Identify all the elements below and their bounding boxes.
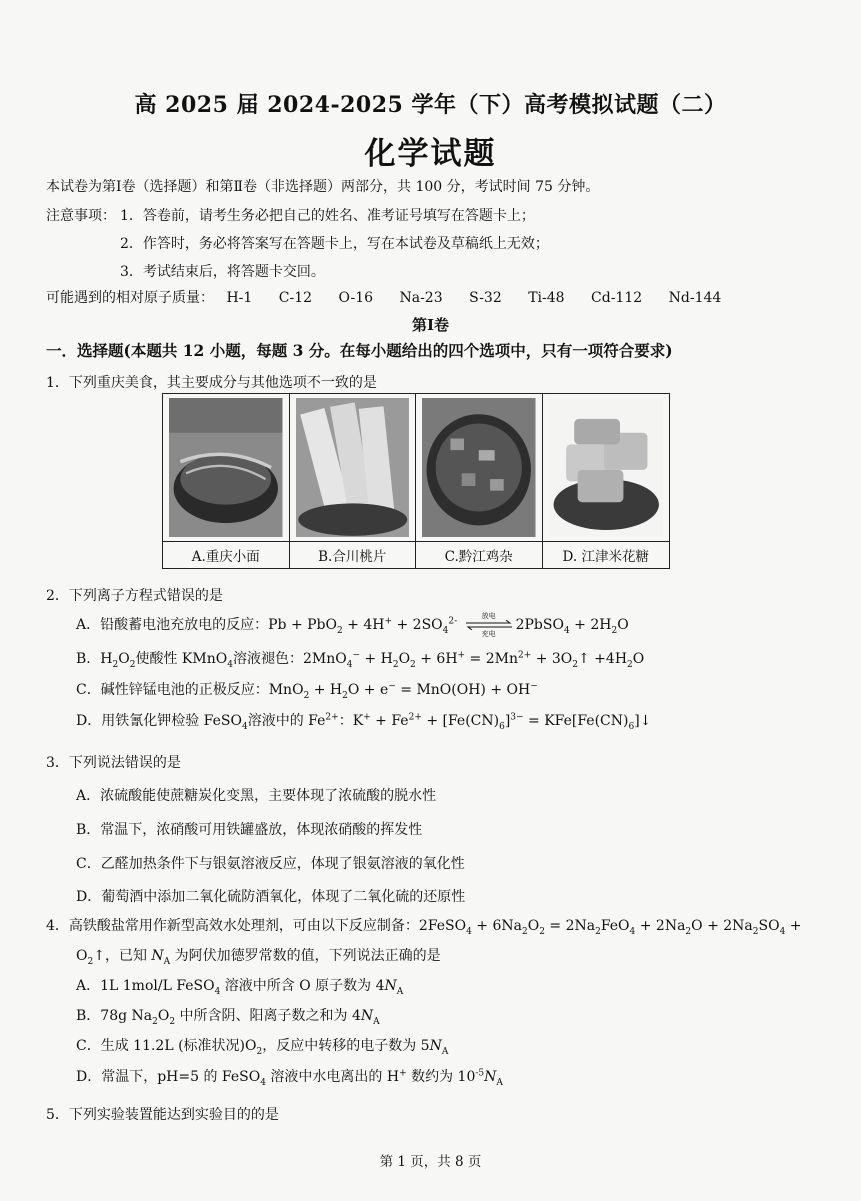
- question-2-option-c: C．碱性锌锰电池的正极反应：$MnO_2 + H_2O + e^- = MnO(OH) + OH^-$: [76, 681, 538, 701]
- page-number: 第 1 页，共 8 页: [379, 1154, 482, 1170]
- atomic-mass-item: Ti-48: [528, 290, 565, 306]
- food-photo-b: [290, 394, 417, 541]
- subject-title: 化学试题: [364, 136, 497, 172]
- question-3-stem: 3．下列说法错误的是: [46, 755, 181, 771]
- question-4-option-c: C．生成 11.2L (标准状况)$O_2$，反应中转移的电子数为 $5N_A$: [76, 1038, 449, 1057]
- food-caption-b: B.合川桃片: [290, 541, 417, 568]
- note-1: 1．答卷前，请考生务必把自己的姓名、准考证号填写在答题卡上；: [120, 208, 535, 224]
- atomic-mass-label: 可能遇到的相对原子质量：: [46, 290, 214, 306]
- question-3-option-d: D．葡萄酒中添加二氧化硫防酒氧化，体现了二氧化硫的还原性: [76, 889, 466, 905]
- food-photo-d: [543, 394, 670, 541]
- note-2: 2．作答时，务必将答案写在答题卡上，写在本试卷及草稿纸上无效；: [120, 236, 549, 252]
- notes-label: 注意事项：: [46, 208, 116, 224]
- question-3-option-b: B．常温下，浓硝酸可用铁罐盛放，体现浓硝酸的挥发性: [76, 822, 423, 838]
- question-3-option-a: A．浓硫酸能使蔗糖炭化变黑，主要体现了浓硫酸的脱水性: [76, 788, 437, 804]
- food-image-table: [162, 393, 670, 569]
- question-4-option-b: B．78g $Na_2O_2$ 中所含阴、阳离子数之和为 $4N_A$: [76, 1008, 380, 1027]
- food-caption-a: A.重庆小面: [163, 541, 290, 568]
- reversible-arrow-icon: 放电 充电: [464, 617, 514, 633]
- food-caption-c: C.黔江鸡杂: [416, 541, 543, 568]
- food-photo-c: [416, 394, 543, 541]
- question-4-stem-line2: $O_2↑$，已知 $N_A$ 为阿伏加德罗常数的值，下列说法正确的是: [76, 948, 441, 967]
- question-2-option-d: D．用铁氰化钾检验 FeSO$_4$溶液中的 $Fe^{2+}$：$K^+ + Fe^{2+} + [Fe(CN)_6]^{3-}$ = $KFe[Fe(CN)_6]↓$: [76, 712, 652, 732]
- atomic-mass-item: S-32: [469, 290, 502, 306]
- question-2-stem: 2．下列离子方程式错误的是: [46, 588, 223, 604]
- food-photo-a: [163, 394, 290, 541]
- atomic-masses: [46, 287, 743, 307]
- section-heading: 一．选择题(本题共 12 小题，每题 3 分。在每小题给出的四个选项中，只有一项符合要求): [46, 341, 673, 360]
- note-3: 3．考试结束后，将答题卡交回。: [120, 264, 325, 280]
- exam-title: 高 2025 届 2024-2025 学年（下）高考模拟试题（二）: [134, 92, 727, 118]
- atomic-mass-item: O-16: [338, 290, 374, 306]
- question-3-option-c: C．乙醛加热条件下与银氨溶液反应，体现了银氨溶液的氧化性: [76, 856, 465, 872]
- atomic-mass-item: H-1: [226, 290, 253, 306]
- atomic-mass-item: Na-23: [399, 290, 443, 306]
- atomic-mass-item: C-12: [278, 290, 313, 306]
- question-5-stem: 5．下列实验装置能达到实验目的的是: [46, 1107, 279, 1123]
- question-4-option-d: D．常温下，pH=5 的 FeSO$_4$ 溶液中水电离出的 H+ 数约为 $10^{-5}N_A$: [76, 1068, 503, 1088]
- question-4-stem-line1: 4．高铁酸盐常用作新型高效水处理剂，可由以下反应制备：2FeSO$_4$ + $6Na_2O_2 = 2Na_2FeO_4 + 2Na_2O + 2Na_2SO_4$ +: [46, 918, 802, 937]
- exam-description: 本试卷为第Ⅰ卷（选择题）和第Ⅱ卷（非选择题）两部分，共 100 分，考试时间 75 分钟。: [46, 179, 600, 195]
- atomic-mass-item: Nd-144: [668, 290, 722, 306]
- question-2-option-b: B．$H_2O_2$使酸性 KMnO$_4$溶液褪色：$2MnO_4^- + H_2O_2 + 6H^+ = 2Mn^{2+}$ + $3O_2↑ +4H_2O$: [76, 650, 645, 670]
- question-1-stem: 1．下列重庆美食，其主要成分与其他选项不一致的是: [46, 375, 377, 391]
- atomic-mass-item: Cd-112: [591, 290, 643, 306]
- volume-title: 第Ⅰ卷: [411, 316, 450, 334]
- question-4-option-a: A．1L 1mol/L FeSO$_4$ 溶液中所含 O 原子数为 $4N_A$: [76, 978, 404, 997]
- food-caption-d: D. 江津米花糖: [543, 541, 670, 568]
- question-2-option-a: A．铅酸蓄电池充放电的反应：$Pb + PbO_2 + 4H^+ + 2SO_4^{2-}$ 放电 充电 2PbSO$_4$ + $2H_2O$: [76, 612, 629, 638]
